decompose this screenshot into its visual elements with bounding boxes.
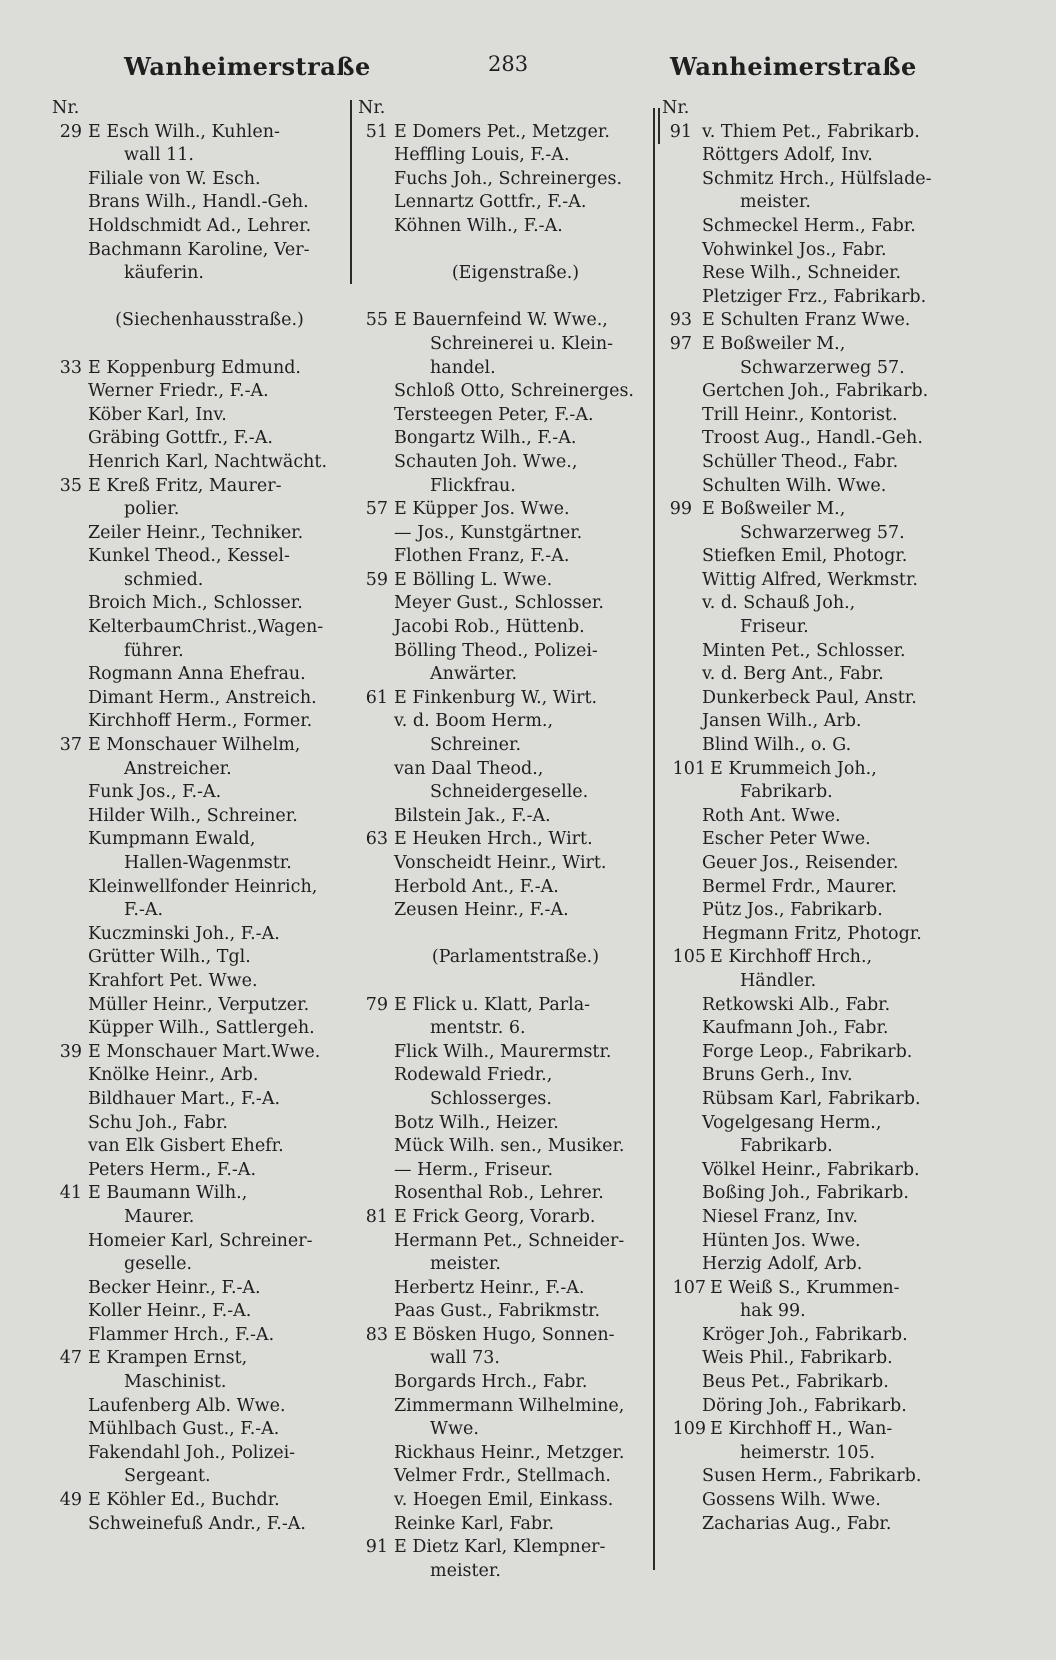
- resident-line: Boßing Joh., Fabrikarb.: [702, 1183, 909, 1204]
- house-entry: [52, 1182, 347, 1206]
- resident-line: Köhnen Wilh., F.-A.: [394, 215, 563, 236]
- house-entry: [52, 357, 347, 381]
- continuation-line: wall 73.: [430, 1348, 500, 1369]
- resident-line: — Herm., Friseur.: [394, 1159, 554, 1180]
- resident-line: Beus Pet., Fabrikarb.: [702, 1372, 889, 1393]
- house-number: 39: [59, 1041, 82, 1062]
- resident-line: Fakendahl Joh., Polizei-: [88, 1442, 296, 1463]
- resident-text: E Boßweiler M.,: [702, 333, 846, 354]
- resident-line: Brans Wilh., Handl.-Geh.: [88, 192, 309, 213]
- resident-line: v. d. Boom Herm.,: [394, 711, 554, 732]
- cross-street-label: (Eigenstraße.): [451, 263, 580, 284]
- continuation-line: Schlosserges.: [430, 1088, 552, 1109]
- house-entry: [52, 1041, 347, 1065]
- resident-line: Stiefken Emil, Photogr.: [702, 546, 908, 567]
- column-1: [52, 97, 347, 1536]
- column-divider-left: [350, 100, 352, 284]
- house-entry: [358, 687, 653, 711]
- house-entry: [358, 1206, 653, 1230]
- resident-line: Reinke Karl, Fabr.: [394, 1513, 555, 1534]
- resident-text: E Monschauer Mart.Wwe.: [88, 1041, 321, 1062]
- resident-line: Bermel Frdr., Maurer.: [702, 876, 897, 897]
- resident-line: Gräbing Gottfr., F.-A.: [88, 428, 273, 449]
- resident-line: — Jos., Kunstgärtner.: [394, 522, 583, 543]
- continuation-line: Schwarzerweg 57.: [740, 357, 905, 378]
- resident-line: Knölke Heinr., Arb.: [88, 1065, 259, 1086]
- resident-text: E Schulten Franz Wwe.: [702, 310, 911, 331]
- resident-line: Schloß Otto, Schreinerges.: [394, 381, 634, 402]
- resident-line: Trill Heinr., Kontorist.: [702, 404, 898, 425]
- resident-line: Hermann Pet., Schneider-: [394, 1230, 625, 1251]
- house-number: 97: [669, 333, 692, 354]
- resident-line: Botz Wilh., Heizer.: [394, 1112, 559, 1133]
- resident-line: van Daal Theod.,: [394, 758, 544, 779]
- house-number: 109: [672, 1419, 706, 1440]
- resident-line: Roth Ant. Wwe.: [702, 805, 841, 826]
- left-street-heading: Wanheimerstraße: [124, 52, 371, 81]
- resident-text: E Koppenburg Edmund.: [88, 357, 301, 378]
- house-entry: [662, 333, 967, 357]
- column-header: Nr.: [358, 98, 386, 118]
- resident-line: Mühlbach Gust., F.-A.: [88, 1419, 280, 1440]
- resident-line: Bilstein Jak., F.-A.: [394, 805, 551, 826]
- resident-line: Zeiler Heinr., Techniker.: [88, 522, 304, 543]
- resident-line: Holdschmidt Ad., Lehrer.: [88, 215, 312, 236]
- continuation-line: Anwärter.: [430, 664, 518, 685]
- resident-line: Schu Joh., Fabr.: [88, 1112, 228, 1133]
- resident-text: E Kirchhoff H., Wan-: [710, 1419, 893, 1440]
- resident-line: Krahfort Pet. Wwe.: [88, 970, 258, 991]
- resident-text: E Weiß S., Krummen-: [710, 1277, 900, 1298]
- resident-text: E Bauernfeind W. Wwe.,: [394, 310, 608, 331]
- resident-line: Homeier Karl, Schreiner-: [88, 1230, 313, 1251]
- continuation-line: führer.: [124, 640, 184, 661]
- resident-line: Hilder Wilh., Schreiner.: [88, 805, 298, 826]
- resident-line: Schmitz Hrch., Hülfslade-: [702, 168, 932, 189]
- resident-line: Müller Heinr., Verputzer.: [88, 994, 310, 1015]
- resident-line: Escher Peter Wwe.: [702, 829, 871, 850]
- house-entry: [52, 734, 347, 758]
- continuation-line: Fabrikarb.: [740, 1136, 833, 1157]
- house-number: 99: [669, 499, 692, 520]
- resident-line: Hegmann Fritz, Photogr.: [702, 923, 922, 944]
- resident-line: Zimmermann Wilhelmine,: [394, 1395, 625, 1416]
- continuation-line: Flickfrau.: [430, 475, 516, 496]
- spacer: [358, 923, 653, 947]
- resident-line: Paas Gust., Fabrikmstr.: [394, 1301, 601, 1322]
- resident-line: Henrich Karl, Nachtwächt.: [88, 451, 328, 472]
- continuation-line: Sergeant.: [124, 1466, 211, 1487]
- continuation-line: geselle.: [124, 1254, 193, 1275]
- resident-line: Herbold Ant., F.-A.: [394, 876, 559, 897]
- house-entry: [662, 758, 967, 782]
- resident-line: Röttgers Adolf, Inv.: [702, 145, 873, 166]
- resident-line: Schulten Wilh. Wwe.: [702, 475, 887, 496]
- resident-text: E Monschauer Wilhelm,: [88, 735, 301, 756]
- continuation-line: Wwe.: [430, 1419, 479, 1440]
- resident-line: Döring Joh., Fabrikarb.: [702, 1395, 907, 1416]
- resident-text: E Küpper Jos. Wwe.: [394, 499, 570, 520]
- resident-text: E Domers Pet., Metzger.: [394, 121, 610, 142]
- spacer: [52, 333, 347, 357]
- house-number: 101: [672, 758, 706, 779]
- resident-line: Blind Wilh., o. G.: [702, 735, 852, 756]
- house-number: 55: [365, 310, 388, 331]
- resident-text: E Krummeich Joh.,: [710, 758, 877, 779]
- house-entry: [358, 1324, 653, 1348]
- resident-line: Pletziger Frz., Fabrikarb.: [702, 286, 927, 307]
- column-header: Nr.: [52, 98, 80, 118]
- house-number: 41: [59, 1183, 82, 1204]
- column-divider-right: [653, 108, 655, 1570]
- spacer: [358, 286, 653, 310]
- resident-line: Kaufmann Joh., Fabr.: [702, 1018, 889, 1039]
- continuation-line: Fabrikarb.: [740, 782, 833, 803]
- resident-line: Lennartz Gottfr., F.-A.: [394, 192, 587, 213]
- continuation-line: Hallen-Wagenmstr.: [124, 853, 292, 873]
- house-number: 47: [59, 1348, 82, 1369]
- resident-line: Dimant Herm., Anstreich.: [88, 687, 317, 708]
- resident-line: Mück Wilh. sen., Musiker.: [394, 1136, 625, 1157]
- column-2: [358, 97, 653, 1583]
- spacer: [52, 286, 347, 310]
- continuation-line: Schwarzerweg 57.: [740, 522, 905, 543]
- resident-text: E Krampen Ernst,: [88, 1348, 248, 1369]
- continuation-line: käuferin.: [124, 263, 204, 284]
- house-entry: [358, 498, 653, 522]
- resident-line: Dunkerbeck Paul, Anstr.: [702, 687, 917, 708]
- resident-line: Bachmann Karoline, Ver-: [88, 239, 310, 260]
- house-entry: [358, 309, 653, 333]
- house-number: 57: [365, 499, 388, 520]
- resident-line: Kirchhoff Herm., Former.: [88, 711, 313, 732]
- resident-line: Velmer Frdr., Stellmach.: [394, 1466, 611, 1487]
- house-number: 35: [59, 475, 82, 496]
- house-entry: [358, 121, 653, 145]
- continuation-line: wall 11.: [124, 145, 194, 166]
- resident-line: Zeusen Heinr., F.-A.: [394, 900, 569, 921]
- resident-line: Borgards Hrch., Fabr.: [394, 1372, 588, 1393]
- resident-line: Schüller Theod., Fabr.: [702, 451, 899, 472]
- resident-line: Heffling Louis, F.-A.: [394, 145, 570, 166]
- resident-line: Koller Heinr., F.-A.: [88, 1301, 252, 1322]
- resident-line: Rese Wilh., Schneider.: [702, 263, 902, 284]
- continuation-line: Maschinist.: [124, 1372, 227, 1393]
- resident-line: Herbertz Heinr., F.-A.: [394, 1277, 585, 1298]
- resident-line: Troost Aug., Handl.-Geh.: [702, 428, 923, 449]
- house-number: 81: [365, 1206, 388, 1227]
- resident-line: Vohwinkel Jos., Fabr.: [702, 239, 887, 260]
- resident-line: Gertchen Joh., Fabrikarb.: [702, 381, 929, 402]
- resident-line: Flothen Franz, F.-A.: [394, 546, 570, 567]
- resident-line: Tersteegen Peter, F.-A.: [394, 404, 594, 425]
- column-divider-right-short: [658, 108, 660, 144]
- house-number: 29: [59, 121, 82, 142]
- resident-line: van Elk Gisbert Ehefr.: [88, 1136, 284, 1157]
- house-entry: [358, 1536, 653, 1560]
- continuation-line: heimerstr. 105.: [740, 1442, 876, 1463]
- resident-text: E Heuken Hrch., Wirt.: [394, 829, 593, 850]
- continuation-line: Maurer.: [124, 1206, 195, 1227]
- resident-line: Niesel Franz, Inv.: [702, 1206, 858, 1227]
- resident-line: Kuczminski Joh., F.-A.: [88, 923, 280, 944]
- continuation-line: Friseur.: [740, 617, 809, 638]
- cross-street-label: (Siechenhausstraße.): [115, 310, 304, 331]
- resident-line: Kunkel Theod., Kessel-: [88, 546, 290, 567]
- continuation-line: meister.: [430, 1254, 501, 1275]
- resident-line: Weis Phil., Fabrikarb.: [702, 1348, 893, 1369]
- resident-line: Geuer Jos., Reisender.: [702, 853, 899, 873]
- house-number: 83: [365, 1324, 388, 1345]
- resident-line: Köber Karl, Inv.: [88, 404, 227, 425]
- resident-line: Bongartz Wilh., F.-A.: [394, 428, 577, 449]
- house-entry: [662, 1277, 967, 1301]
- resident-text: E Frick Georg, Vorarb.: [394, 1206, 596, 1227]
- page-number: 283: [488, 52, 529, 76]
- resident-line: Völkel Heinr., Fabrikarb.: [702, 1159, 920, 1180]
- resident-line: Rosenthal Rob., Lehrer.: [394, 1183, 604, 1204]
- resident-line: Zacharias Aug., Fabr.: [702, 1513, 892, 1534]
- column-3: [662, 97, 967, 1536]
- house-number: 61: [365, 687, 388, 708]
- resident-text: v. Thiem Pet., Fabrikarb.: [702, 121, 920, 142]
- resident-line: Filiale von W. Esch.: [88, 168, 261, 189]
- right-street-heading: Wanheimerstraße: [670, 52, 917, 81]
- resident-line: Fuchs Joh., Schreinerges.: [394, 168, 623, 189]
- resident-line: KelterbaumChrist.,Wagen-: [88, 617, 324, 638]
- resident-text: E Köhler Ed., Buchdr.: [88, 1490, 280, 1511]
- resident-line: Broich Mich., Schlosser.: [88, 593, 303, 614]
- resident-line: Jansen Wilh., Arb.: [702, 711, 862, 732]
- resident-text: E Finkenburg W., Wirt.: [394, 687, 598, 708]
- house-entry: [358, 569, 653, 593]
- house-entry: [358, 828, 653, 852]
- resident-text: E Bösken Hugo, Sonnen-: [394, 1324, 615, 1345]
- continuation-line: F.-A.: [124, 900, 164, 921]
- continuation-line: handel.: [430, 357, 496, 378]
- house-number: 107: [672, 1277, 706, 1298]
- house-number: 91: [669, 121, 692, 142]
- resident-line: Grütter Wilh., Tgl.: [88, 947, 251, 968]
- house-entry: [52, 475, 347, 499]
- continuation-line: Schneidergeselle.: [430, 782, 589, 803]
- house-number: 51: [365, 121, 388, 142]
- continuation-line: schmied.: [124, 569, 204, 590]
- resident-line: Flick Wilh., Maurermstr.: [394, 1041, 612, 1062]
- continuation-line: hak 99.: [740, 1301, 806, 1322]
- resident-text: E Boßweiler M.,: [702, 499, 846, 520]
- resident-line: Jacobi Rob., Hüttenb.: [394, 617, 585, 638]
- house-entry: [52, 1489, 347, 1513]
- resident-text: E Esch Wilh., Kuhlen-: [88, 121, 280, 142]
- resident-line: Rübsam Karl, Fabrikarb.: [702, 1088, 921, 1109]
- resident-line: Kleinwellfonder Heinrich,: [88, 876, 318, 897]
- resident-line: v. Hoegen Emil, Einkass.: [394, 1490, 614, 1511]
- resident-line: Minten Pet., Schlosser.: [702, 640, 906, 661]
- resident-line: Gossens Wilh. Wwe.: [702, 1490, 881, 1511]
- cross-street-label: (Parlamentstraße.): [431, 947, 600, 968]
- spacer: [358, 970, 653, 994]
- continuation-line: polier.: [124, 499, 180, 520]
- resident-text: E Kirchhoff Hrch.,: [710, 947, 873, 968]
- resident-line: Vonscheidt Heinr., Wirt.: [394, 853, 607, 873]
- house-number: 63: [365, 829, 388, 850]
- resident-line: Rodewald Friedr.,: [394, 1065, 553, 1086]
- resident-line: Susen Herm., Fabrikarb.: [702, 1466, 922, 1487]
- resident-text: E Dietz Karl, Klempner-: [394, 1537, 606, 1558]
- resident-line: Schmeckel Herm., Fabr.: [702, 215, 916, 236]
- house-number: 105: [672, 947, 706, 968]
- resident-line: Vogelgesang Herm.,: [702, 1112, 882, 1133]
- house-entry: [358, 994, 653, 1018]
- spacer: [358, 239, 653, 263]
- resident-line: Werner Friedr., F.-A.: [88, 381, 269, 402]
- house-entry: [662, 946, 967, 970]
- house-number: 79: [365, 994, 388, 1015]
- resident-line: Retkowski Alb., Fabr.: [702, 994, 891, 1015]
- resident-line: Kröger Joh., Fabrikarb.: [702, 1324, 908, 1345]
- house-entry: [52, 121, 347, 145]
- resident-line: Forge Leop., Fabrikarb.: [702, 1041, 913, 1062]
- resident-line: Funk Jos., F.-A.: [88, 782, 222, 803]
- resident-line: Bildhauer Mart., F.-A.: [88, 1088, 281, 1109]
- resident-line: Meyer Gust., Schlosser.: [394, 593, 604, 614]
- resident-line: Wittig Alfred, Werkmstr.: [702, 569, 918, 590]
- continuation-line: Schreiner.: [430, 735, 522, 756]
- resident-line: Herzig Adolf, Arb.: [702, 1254, 863, 1275]
- resident-line: Küpper Wilh., Sattlergeh.: [88, 1018, 315, 1039]
- continuation-line: Schreinerei u. Klein-: [430, 333, 614, 354]
- house-entry: [662, 498, 967, 522]
- resident-line: Bruns Gerh., Inv.: [702, 1065, 853, 1086]
- resident-line: Schweinefuß Andr., F.-A.: [88, 1513, 306, 1534]
- continuation-line: meister.: [430, 1560, 501, 1581]
- resident-text: E Bölling L. Wwe.: [394, 569, 553, 590]
- continuation-line: meister.: [740, 192, 811, 213]
- continuation-line: mentstr. 6.: [430, 1018, 526, 1039]
- resident-text: E Baumann Wilh.,: [88, 1183, 248, 1204]
- resident-line: Schauten Joh. Wwe.,: [394, 451, 578, 472]
- resident-line: Laufenberg Alb. Wwe.: [88, 1395, 286, 1416]
- house-number: 49: [59, 1490, 82, 1511]
- house-number: 33: [59, 357, 82, 378]
- page-header: [0, 48, 1056, 88]
- house-entry: [662, 121, 967, 145]
- resident-line: Becker Heinr., F.-A.: [88, 1277, 261, 1298]
- house-entry: [662, 1418, 967, 1442]
- resident-line: Pütz Jos., Fabrikarb.: [702, 900, 883, 921]
- resident-line: Kumpmann Ewald,: [88, 829, 256, 850]
- column-header: Nr.: [662, 98, 690, 118]
- resident-line: Peters Herm., F.-A.: [88, 1159, 257, 1180]
- resident-line: Bölling Theod., Polizei-: [394, 640, 598, 661]
- resident-text: E Kreß Fritz, Maurer-: [88, 475, 282, 496]
- house-number: 91: [365, 1537, 388, 1558]
- house-number: 93: [669, 310, 692, 331]
- house-entry: [52, 1347, 347, 1371]
- resident-line: Hünten Jos. Wwe.: [702, 1230, 861, 1251]
- resident-line: v. d. Schauß Joh.,: [702, 593, 856, 614]
- resident-line: v. d. Berg Ant., Fabr.: [702, 664, 884, 685]
- house-entry: [662, 309, 967, 333]
- resident-line: Rogmann Anna Ehefrau.: [88, 664, 306, 685]
- continuation-line: Anstreicher.: [124, 758, 232, 779]
- resident-text: E Flick u. Klatt, Parla-: [394, 994, 591, 1015]
- resident-line: Rickhaus Heinr., Metzger.: [394, 1442, 625, 1463]
- continuation-line: Händler.: [740, 970, 817, 991]
- resident-line: Flammer Hrch., F.-A.: [88, 1324, 275, 1345]
- house-number: 37: [59, 735, 82, 756]
- house-number: 59: [365, 569, 388, 590]
